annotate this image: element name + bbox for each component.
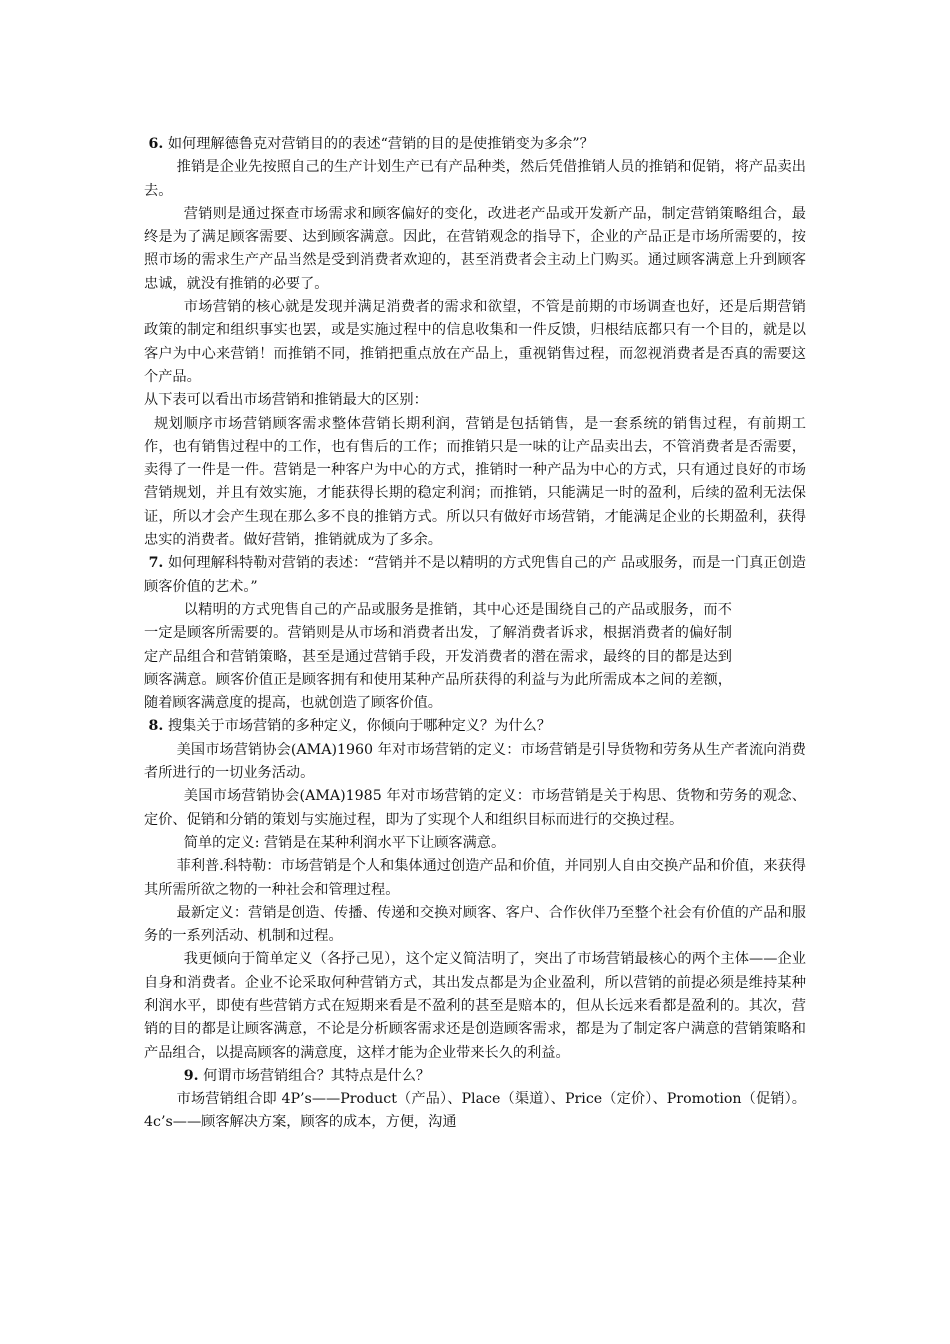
question-6-number: 6. [148, 136, 164, 152]
question-9-heading [144, 1065, 806, 1088]
q8-paragraph-2: 美国市场营销协会(AMA)1985 年对市场营销的定义：市场营销是关于构思、货物和劳务的观念、定价、促销和分销的策划与实施过程，即为了实现个人和组织目标而进行的交换过程。 [144, 788, 806, 828]
q6-paragraph-3: 市场营销的核心就是发现并满足消费者的需求和欲望，不管是前期的市场调查也好，还是后期营销政策的制定和组织事实也罢，或是实施过程中的信息收集和一件反馈，归根结底都只有一个目的，就是以客户为中心来营销！而推销不同，推销把重点放在产品上，重视销售过程，而忽视消费者是否真的需要这个产品。 [144, 299, 806, 385]
q7-paragraph-1: 以精明的方式兜售自己的产品或服务是推销，其中心还是围绕自己的产品或服务，而不一定是顾客所需要的。营销则是从市场和消费者出发，了解消费者诉求，根据消费者的偏好制定产品组合和营销策略，甚至是通过营销手段，开发消费者的潜在需求，最终的目的都是达到顾客满意。顾客价值正是顾客拥有和使用某种产品所获得的利益与为此所需成本之间的差额，随着顾客满意度的提高，也就创造了顾客价值。 [144, 601, 732, 712]
question-9-title: 何谓市场营销组合？其特点是什么？ [203, 1067, 431, 1084]
question-8-number: 8. [148, 718, 164, 735]
document-page [144, 133, 806, 1135]
question-9-number: 9. [183, 1067, 199, 1084]
q8-paragraph-1: 美国市场营销协会(AMA)1960 年对市场营销的定义：市场营销是引导货物和劳务从生产者流向消费者所进行的一切业务活动。 [144, 741, 806, 782]
q8-paragraph-4: 菲利普.科特勒：市场营销是个人和集体通过创造产品和价值，并同别人自由交换产品和价值，来获得其所需所欲之物的一种社会和管理过程。 [144, 858, 806, 898]
q6-paragraph-5: 规划顺序市场营销顾客需求整体营销长期利润，营销是包括销售，是一套系统的销售过程，有前期工作，也有销售过程中的工作，也有售后的工作；而推销只是一味的让产品卖出去，不管消费者是否需要，卖得了一件是一件。营销是一种客户为中心的方式，推销时一种产品为中心的方式，只有通过良好的市场营销规划，并且有效实施，才能获得长期的稳定利润；而推销，只能满足一时的盈利，后续的盈利无法保证，所以才会产生现在那么多不良的推销方式。所以只有做好市场营销，才能满足企业的长期盈利，获得忠实的消费者。做好营销，推销就成为了多余。 [144, 415, 806, 549]
question-7-number: 7. [148, 555, 164, 572]
question-6-heading [144, 133, 806, 156]
q6-paragraph-1: 推销是企业先按照自己的生产计划生产已有产品种类，然后凭借推销人员的推销和促销，将产品卖出去。 [144, 159, 806, 199]
question-8-title: 搜集关于市场营销的多种定义，你倾向于哪种定义？为什么？ [167, 718, 551, 735]
question-6-title: 如何理解德鲁克对营销目的的表述“营销的目的是使推销变为多余”？ [167, 136, 594, 152]
question-8-heading [144, 715, 806, 738]
question-7-title: 如何理解科特勒对营销的表述：“营销并不是以精明的方式兜售自己的产 品或服务，而是一门真正创造顾客价值的艺术。” [144, 555, 806, 595]
q9-paragraph-1: 市场营销组合即 4P’s——Product（产品）、Place（渠道）、Price（定价）、Promotion（促销）。4c’s——顾客解决方案，顾客的成本，方便，沟通 [144, 1091, 806, 1131]
q6-paragraph-2: 营销则是通过探查市场需求和顾客偏好的变化，改进老产品或开发新产品，制定营销策略组合，最终是为了满足顾客需要、达到顾客满意。因此，在营销观念的指导下，企业的产品正是市场所需要的，按照市场的需求生产产品当然是受到消费者欢迎的，甚至消费者会主动上门购买。通过顾客满意上升到顾客忠诚，就没有推销的必要了。 [144, 205, 806, 292]
q8-paragraph-5: 最新定义：营销是创造、传播、传递和交换对顾客、客户、合作伙伴乃至整个社会有价值的产品和服务的一系列活动、机制和过程。 [144, 904, 806, 945]
q8-paragraph-3: 简单的定义: 营销是在某种利润水平下让顾客满意。 [183, 834, 506, 851]
q8-paragraph-6: 我更倾向于简单定义（各抒己见），这个定义简洁明了，突出了市场营销最核心的两个主体——企业自身和消费者。企业不论采取何种营销方式，其出发点都是为企业盈利，所以营销的前提必须是维持某种利润水平，即使有些营销方式在短期来看是不盈利的甚至是赔本的，但从长远来看都是盈利的。其次，营销的目的都是让顾客满意，不论是分析顾客需求还是创造顾客需求，都是为了制定客户满意的营销策略和产品组合，以提高顾客的满意度，这样才能为企业带来长久的利益。 [144, 951, 806, 1061]
q6-paragraph-4: 从下表可以看出市场营销和推销最大的区别： [144, 392, 428, 409]
question-7-heading [144, 552, 806, 599]
